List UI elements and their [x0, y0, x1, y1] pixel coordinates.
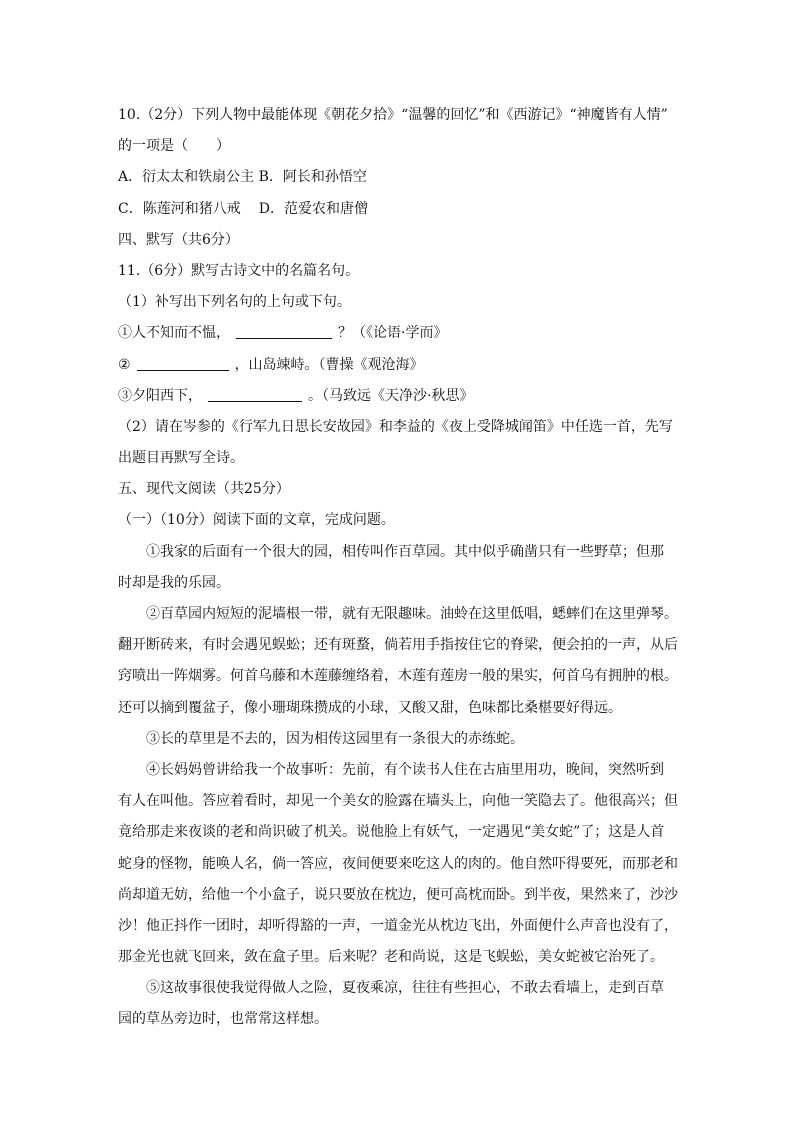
- q10-stem-line2: 的一项是（ ）: [118, 138, 230, 155]
- q11-item2: [118, 350, 678, 381]
- q11-item2-suffix: ，山岛竦峙。（曹操《观沧海》: [234, 356, 424, 373]
- passage-line: 那金光也就飞回来，敛在盒子里。后来呢？老和尚说，这是飞蜈蚣，美女蛇被它治死了。: [118, 949, 664, 966]
- q11-part2-line2: 出题目再默写全诗。: [118, 450, 244, 467]
- passage-line: 尚却道无妨，给他一个小盒子，说只要放在枕边，便可高枕而卧。到半夜，果然来了，沙沙: [118, 886, 678, 903]
- passage-line: ④长妈妈曾讲给我一个故事听：先前，有个读书人住在古庙里用功，晚间，突然听到: [146, 761, 664, 778]
- q11-item1-prefix: ①人不知而不愠，: [118, 325, 230, 342]
- passage-line: ①我家的后面有一个很大的园，相传叫作百草园。其中似乎确凿只有一些野草；但那: [146, 543, 664, 560]
- section5-title: 五、现代文阅读（共25分）: [118, 481, 290, 498]
- q11-part2-line1: （2）请在岑参的《行军九日思长安故园》和李益的《夜上受降城闻笛》中任选一首，先写: [118, 418, 673, 435]
- q11-item1-answer-blank: [236, 324, 332, 339]
- q10-option-b: B．阿长和孙悟空: [258, 169, 367, 186]
- passage-line: 时却是我的乐园。: [118, 574, 230, 591]
- q10-option-a: A．衍太太和铁扇公主: [118, 169, 255, 186]
- q11-part1-instruction: （1）补写出下列名句的上句或下句。: [118, 294, 351, 311]
- passage-line: 翻开断砖来，有时会遇见蜈蚣；还有斑蝥，倘若用手指按住它的脊梁，便会拍的一声，从后: [118, 637, 678, 654]
- passage-line: 有人在叫他。答应着看时，却见一个美女的脸露在墙头上，向他一笑隐去了。他很高兴；但: [118, 793, 678, 810]
- q11-item3: [118, 381, 678, 412]
- q10-stem-line1: 10.（2分）下列人物中最能体现《朝花夕拾》“温馨的回忆”和《西游记》“神魔皆有人情”: [118, 107, 668, 123]
- passage-line: ③长的草里是不去的，因为相传这园里有一条很大的赤练蛇。: [146, 730, 524, 747]
- q11-item1-suffix: ？（《论语·学而》: [338, 325, 448, 342]
- q11-stem: 11.（6分）默写古诗文中的名篇名句。: [118, 262, 360, 279]
- q11-item2-prefix: ②: [118, 356, 131, 373]
- q11-item3-prefix: ③夕阳西下，: [118, 387, 202, 404]
- passage-line: 还可以摘到覆盆子，像小珊瑚珠攒成的小球，又酸又甜，色味都比桑椹要好得远。: [118, 699, 622, 716]
- passage-line: ⑤这故事很使我觉得做人之险，夏夜乘凉，往往有些担心，不敢去看墙上，走到百草: [146, 980, 664, 997]
- passage-line: 蛇身的怪物，能唤人名，倘一答应，夜间便要来吃这人的肉的。他自然吓得要死，而那老和: [118, 855, 678, 872]
- reading-intro: （一）（10分）阅读下面的文章，完成问题。: [118, 512, 395, 529]
- q11-item3-suffix: 。（马致远《天净沙·秋思》: [308, 387, 474, 404]
- passage-line: 窍喷出一阵烟雾。何首乌藤和木莲藤缠络着，木莲有莲房一般的果实，何首乌有拥肿的根。: [118, 668, 678, 685]
- q10-options-ab: [118, 162, 678, 193]
- passage-line: 沙！他正抖作一团时，却听得豁的一声，一道金光从枕边飞出，外面便什么声音也没有了，: [118, 917, 678, 934]
- exam-page: [118, 100, 678, 1036]
- passage-line: ②百草园内短短的泥墙根一带，就有无限趣味。油蛉在这里低唱，蟋蟀们在这里弹琴。: [146, 606, 678, 622]
- q11-item2-answer-blank: [137, 356, 229, 371]
- passage-line: 园的草丛旁边时，也常常这样想。: [118, 1011, 328, 1028]
- q10-option-d: D．范爱农和唐僧: [258, 200, 368, 217]
- q11-item3-answer-blank: [208, 387, 302, 402]
- section4-title: 四、默写（共6分）: [118, 231, 239, 248]
- passage-line: 竟给那走来夜谈的老和尚识破了机关。说他脸上有妖气，一定遇见“美女蛇”了；这是人首: [118, 824, 665, 841]
- q10-option-c: C．陈莲河和猪八戒: [118, 200, 241, 217]
- q11-item1: [118, 318, 678, 349]
- q10-options-cd: [118, 194, 678, 225]
